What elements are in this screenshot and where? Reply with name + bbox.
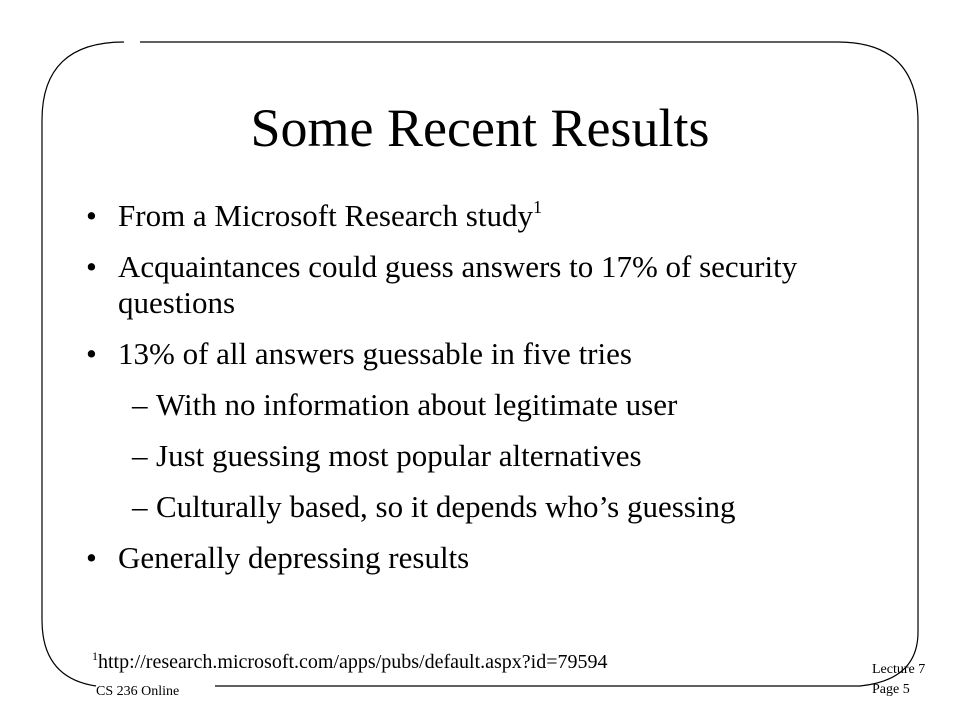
bullet-list [86,198,886,591]
dash-marker: – [132,438,148,473]
bullet-item [86,249,886,321]
sub-bullet-text: Culturally based, so it depends who’s guessing [156,489,736,524]
slide-title: Some Recent Results [250,98,710,158]
bullet-text: From a Microsoft Research study [118,198,533,233]
dash-marker: – [132,387,148,422]
bullet-text: 13% of all answers guessable in five tries [118,336,632,371]
footnote [92,650,608,674]
bullet-item [86,336,886,372]
bullet-text: Generally depressing results [118,540,470,575]
bullet-item [86,198,886,234]
sub-bullet-text: With no information about legitimate user [156,387,678,422]
bullet-text: Acquaintances could guess answers to 17% of security questions [118,249,798,320]
page-number: Page 5 [872,682,910,697]
footnote-link: http://research.microsoft.com/apps/pubs/default.aspx?id=79594 [98,651,608,673]
dash-marker: – [132,489,148,524]
lecture-info [872,660,925,700]
course-label: CS 236 Online [96,684,180,699]
lecture-number: Lecture 7 [872,662,926,677]
footnote-ref: 1 [532,197,542,217]
sub-bullet-text: Just guessing most popular alternatives [156,438,642,473]
bullet-item [86,540,886,576]
sub-bullet-item [86,438,886,474]
sub-bullet-item [86,387,886,423]
sub-bullet-item [86,489,886,525]
footnote-marker: 1 [92,649,98,663]
